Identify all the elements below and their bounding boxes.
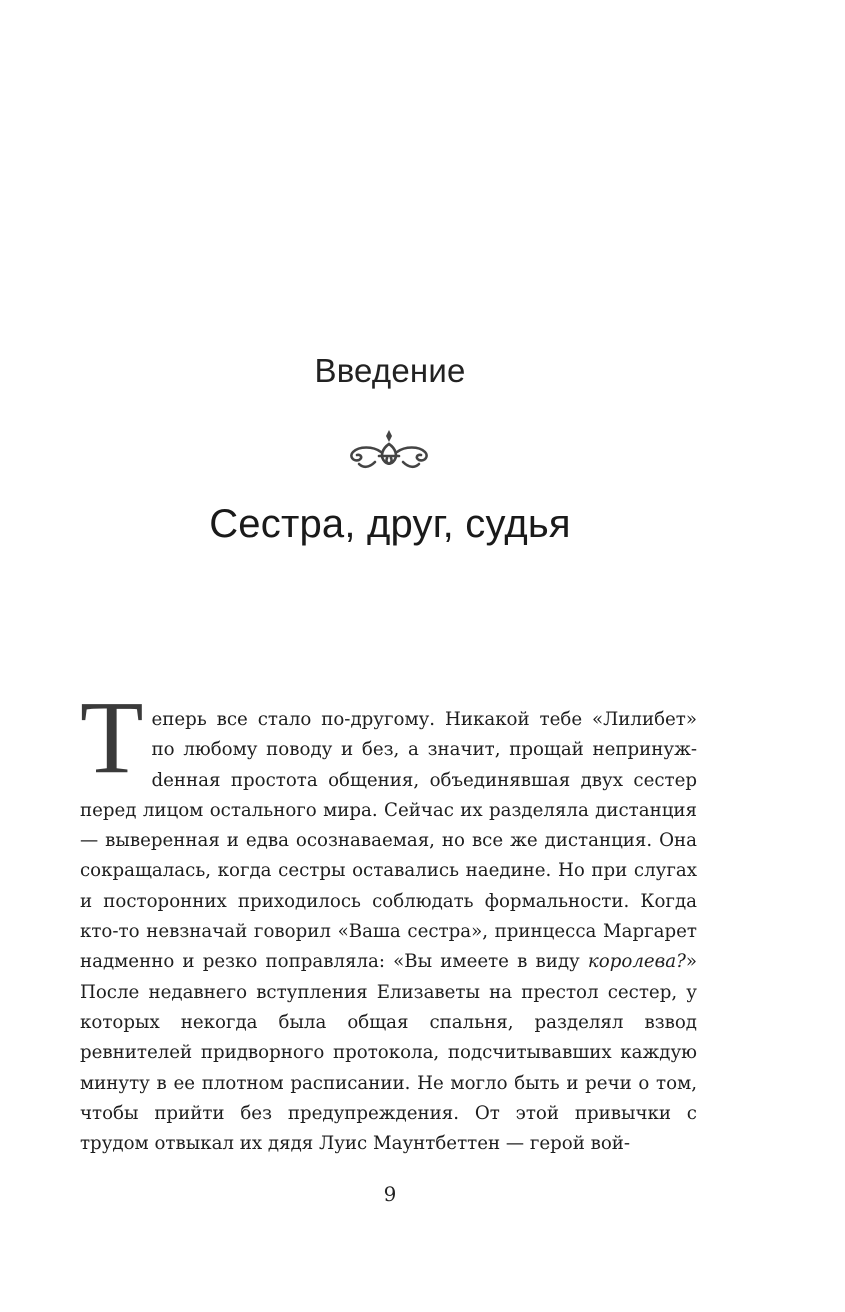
chapter-title: Сестра, друг, судья (209, 502, 571, 546)
section-label: Введение (314, 352, 466, 389)
page-number: 9 (383, 1182, 397, 1206)
body-paragraph (80, 680, 697, 1159)
paragraph-text-part2: » После недавнего вступления Елизаветы на престол сестер, у которых некогда была общая спальня, разделял взвод ревнителей придворного протокола, подсчитывавших каждую минуту в ее плотном расписании. Не могло быть и речи о том, чтобы прийти без предупреждения. От этой привычки с трудом отвыкал их дядя Луис Маунтбеттен — герой вой- (80, 951, 697, 1155)
paragraph-text-part1: еперь все стало по-другому. Никакой тебе «Лилибет» по любому поводу и без, а значит, прощай непринужdенная простота общения, объединявшая двух сестер перед лицом остального мира. Сейчас их разделяла дистанция — выверенная и едва осознаваемая, но все же дистанция. Она сокращалась, когда сестры оставались наедине. Но при слугах и посторонних приходилось соблюдать формальности. Когда кто-то невзначай говорил «Ваша сестра», принцесса Маргарет надменно и резко поправляла: «Вы имеете в виду (80, 709, 697, 973)
fleuron-ornament-icon (345, 426, 433, 474)
paragraph-text-italic: королева? (587, 951, 686, 973)
drop-cap: Т (80, 680, 144, 795)
